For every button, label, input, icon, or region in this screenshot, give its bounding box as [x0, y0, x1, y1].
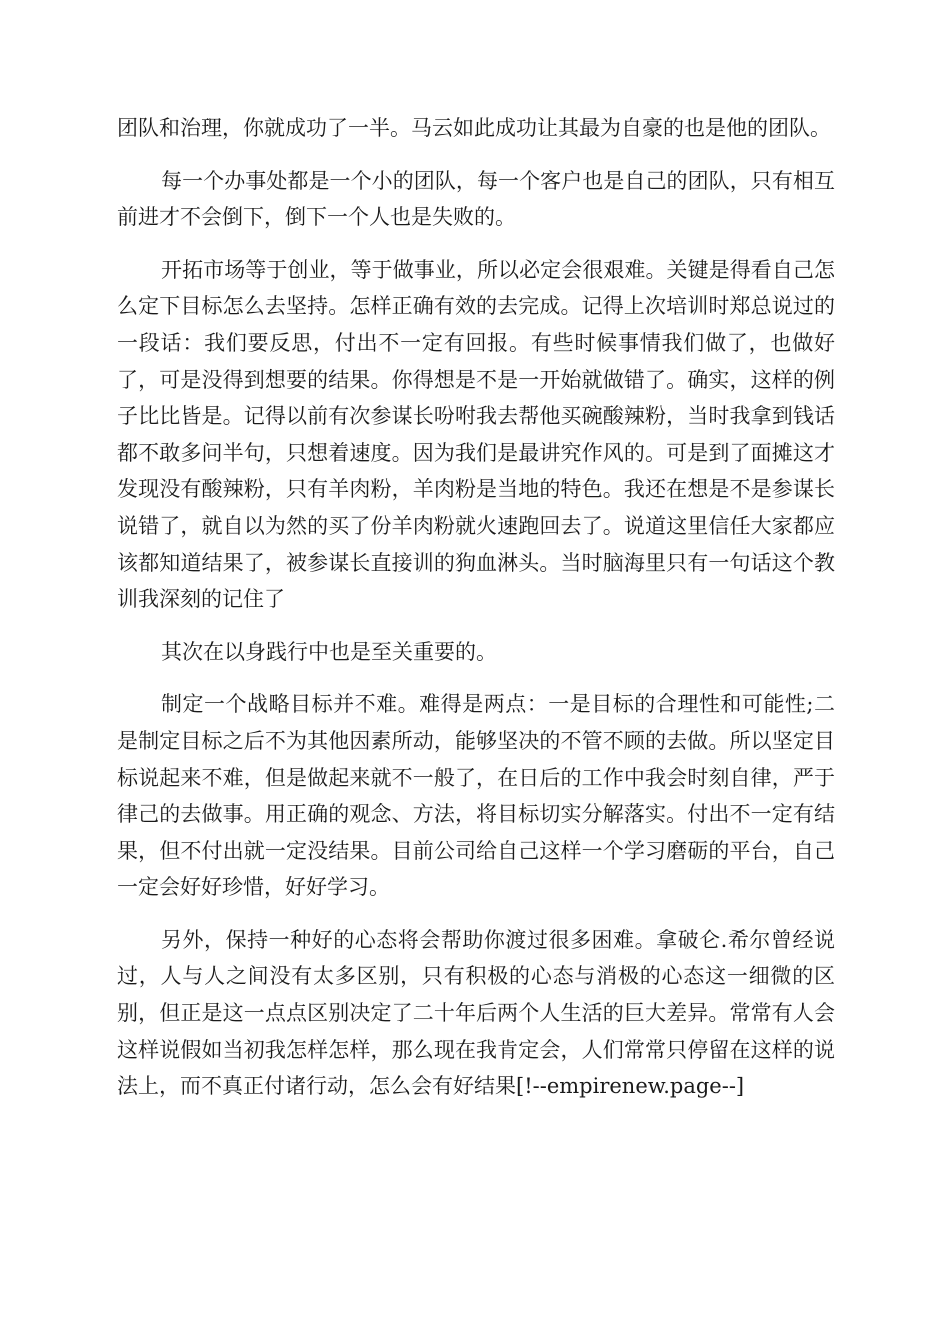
document-page	[117, 110, 835, 1105]
paragraph-strategic-goal: 制定一个战略目标并不难。难得是两点：一是目标的合理性和可能性;二是制定目标之后不为其他因素所动，能够坚决的不管不顾的去做。所以坚定目标说起来不难，但是做起来就不一般了，在日后的工作中我会时刻自律，严于律己的去做事。用正确的观念、方法，将目标切实分解落实。付出不一定有结果，但不付出就一定没结果。目前公司给自己这样一个学习磨砺的平台，自己一定会好好珍惜，好好学习。	[117, 692, 835, 900]
paragraph-attitude: 另外，保持一种好的心态将会帮助你渡过很多困难。拿破仑.希尔曾经说过，人与人之间没有太多区别，只有积极的心态与消极的心态这一细微的区别，但正是这一点点区别决定了二十年后两个人生活的巨大差异。常常有人会这样说假如当初我怎样怎样，那么现在我肯定会，人们常常只停留在这样的说法上，而不真正付诸行动，怎么会有好结果[!--empirenew.page--]	[117, 927, 835, 1099]
paragraph-market-expansion: 开拓市场等于创业，等于做事业，所以必定会很艰难。关键是得看自己怎么定下目标怎么去坚持。怎样正确有效的去完成。记得上次培训时郑总说过的一段话：我们要反思，付出不一定有回报。有些时候事情我们做了，也做好了，可是没得到想要的结果。你得想是不是一开始就做错了。确实，这样的例子比比皆是。记得以前有次参谋长吩咐我去帮他买碗酸辣粉，当时我拿到钱话都不敢多问半句，只想着速度。因为我们是最讲究作风的。可是到了面摊这才发现没有酸辣粉，只有羊肉粉，羊肉粉是当地的特色。我还在想是不是参谋长说错了，就自以为然的买了份羊肉粉就火速跑回去了。说道这里信任大家都应该都知道结果了，被参谋长直接训的狗血淋头。当时脑海里只有一句话这个教训我深刻的记住了	[117, 257, 835, 612]
paragraph-office-team: 每一个办事处都是一个小的团队，每一个客户也是自己的团队，只有相互前进才不会倒下，倒下一个人也是失败的。	[117, 168, 835, 230]
paragraph-practice: 其次在以身践行中也是至关重要的。	[161, 639, 497, 664]
paragraph-team-success: 团队和治理，你就成功了一半。马云如此成功让其最为自豪的也是他的团队。	[117, 116, 831, 140]
